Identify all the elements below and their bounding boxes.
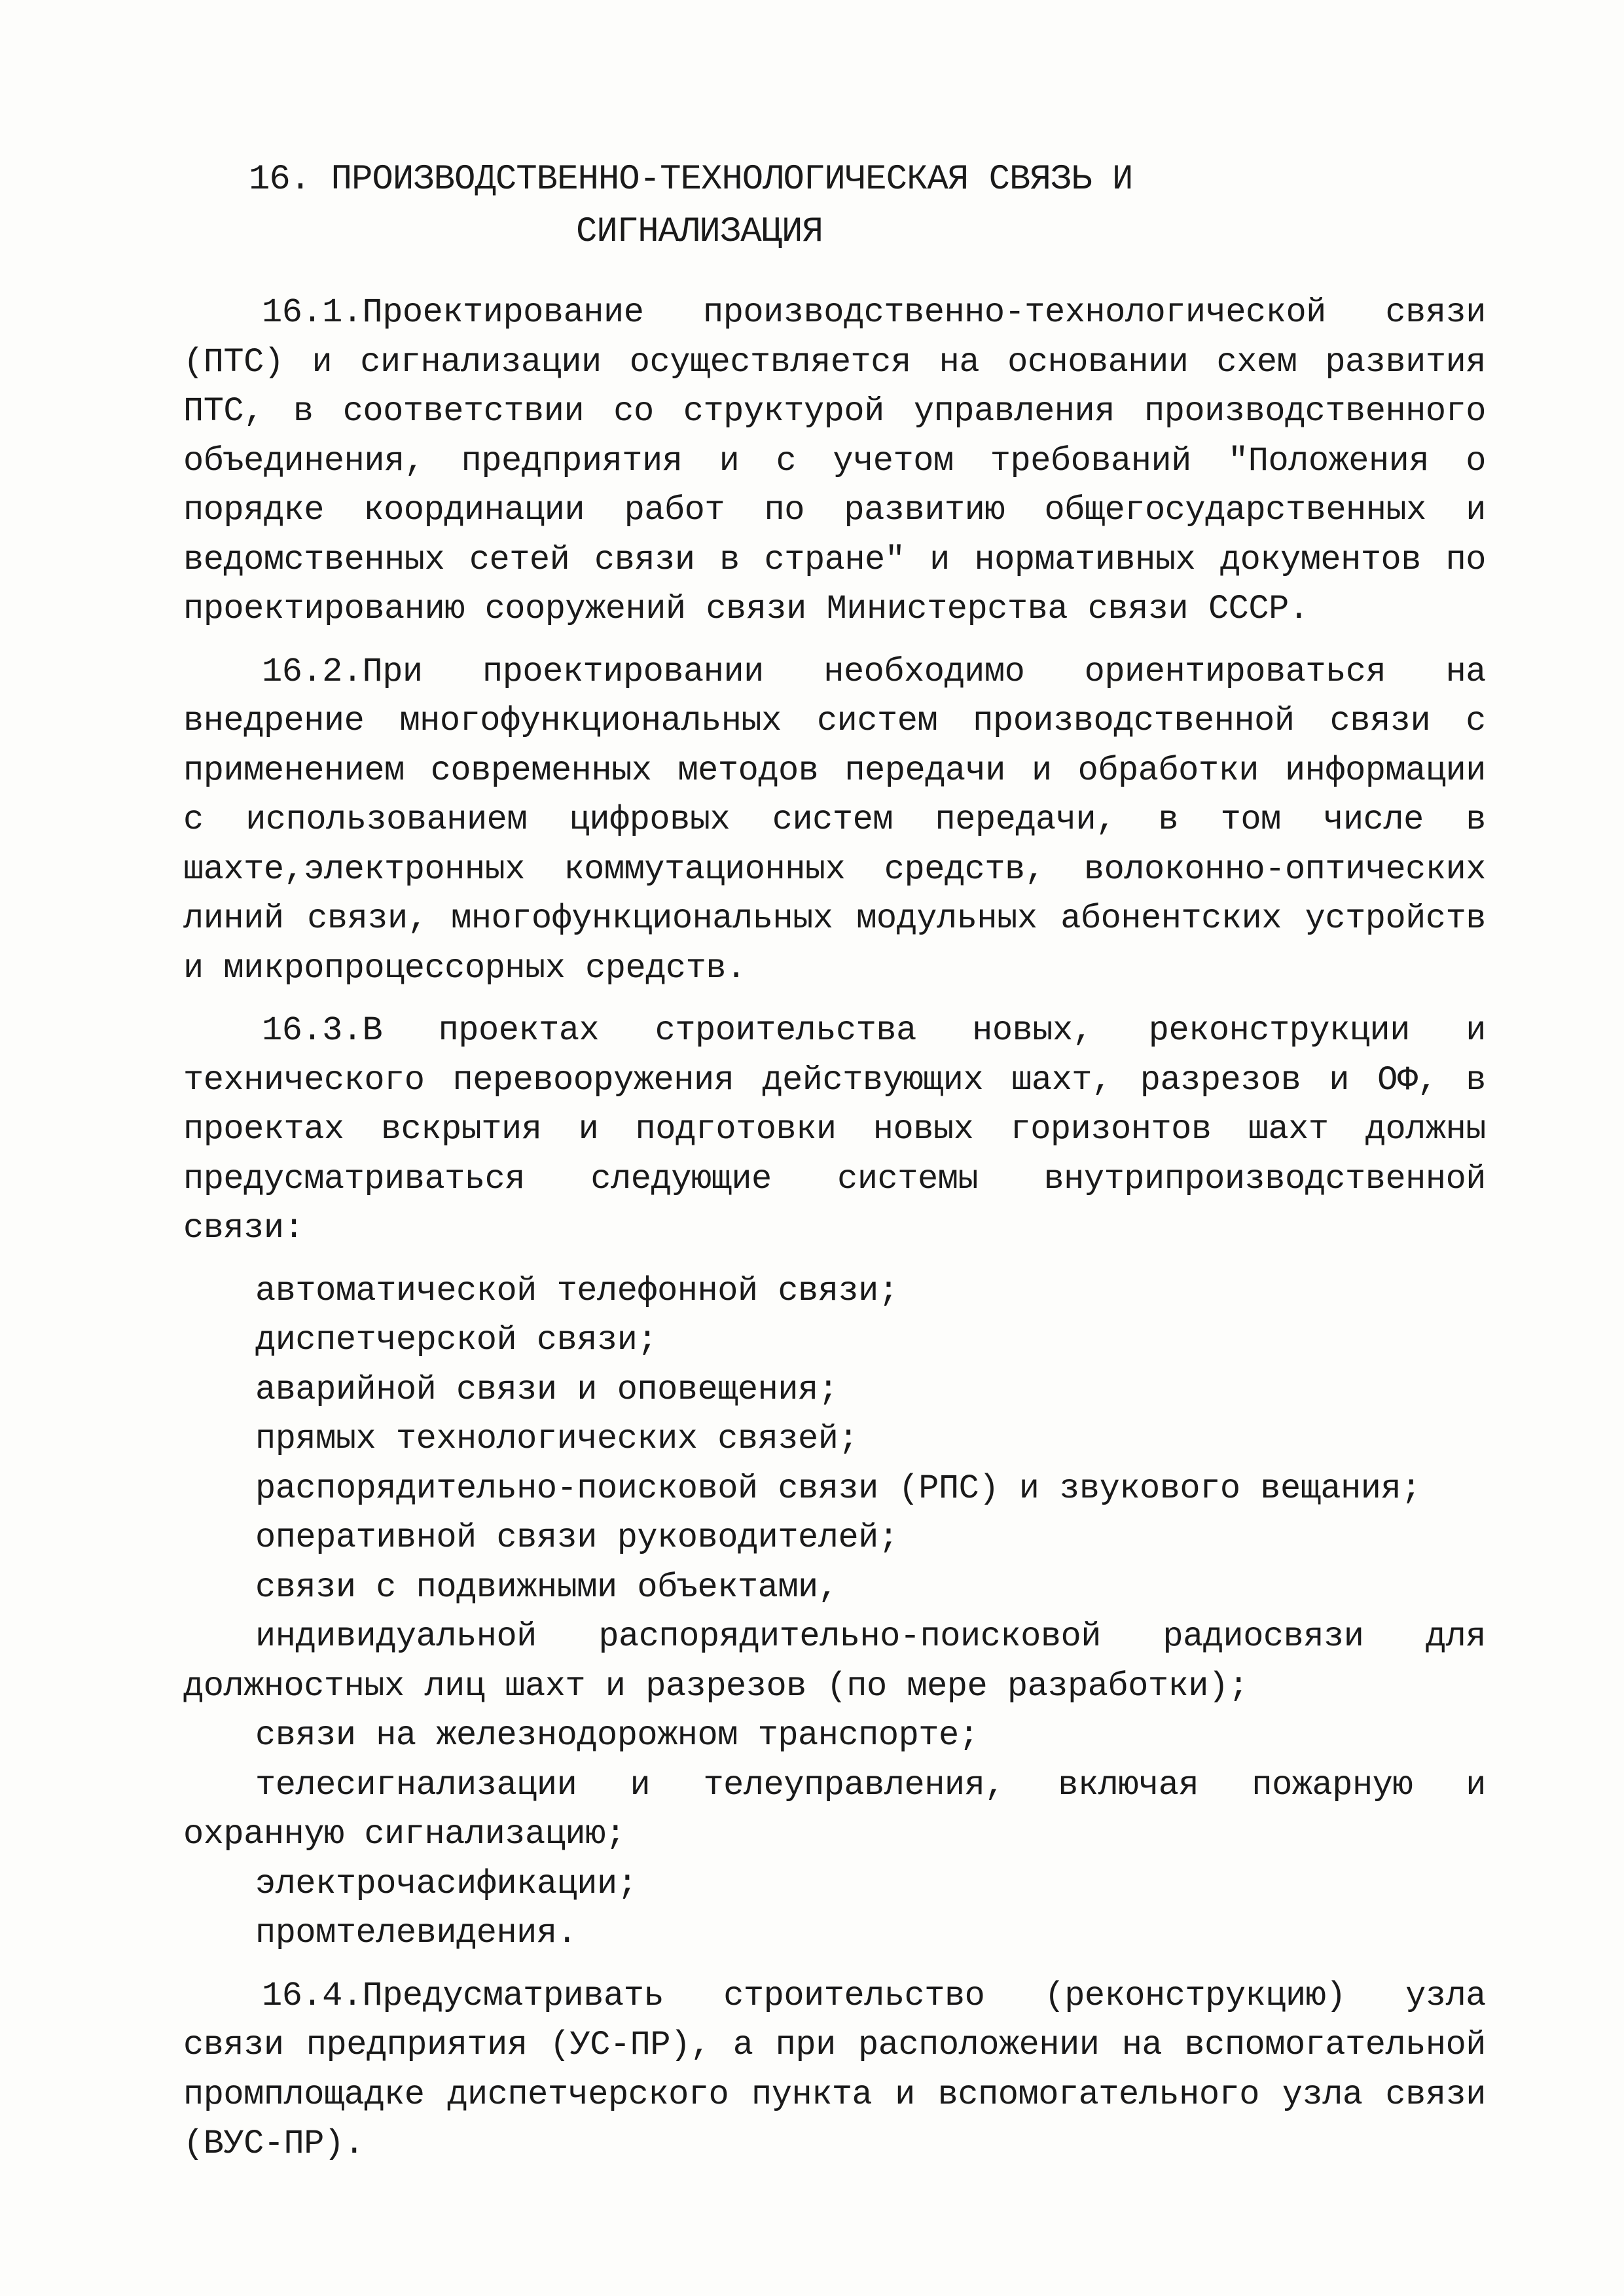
heading-line-1: 16. ПРОИЗВОДСТВЕННО-ТЕХНОЛОГИЧЕСКАЯ СВЯЗЬ И xyxy=(249,160,1133,200)
list-item: прямых технологических связей; xyxy=(255,1420,859,1458)
paragraph-16-1: 16.1.Проектирование производственно-технологической связи (ПТС) и сигнализации осуществляется на основании схем развития ПТС, в соответствии со структурой управления производственного объединения, предприятия и с учетом требований "Положения о порядке координации работ по развитию общегосударственных и ведомственных сетей связи в стране" и нормативных документов по проектированию сооружений связи Министерства связи СССР. xyxy=(183,293,1486,628)
list-item: диспетчерской связи; xyxy=(255,1321,658,1359)
list-item: промтелевидения. xyxy=(255,1914,577,1952)
list-item: связи с подвижными объектами, xyxy=(255,1568,839,1607)
list-item: телесигнализации и телеуправления, включая пожарную и охранную сигнализацию; xyxy=(183,1765,1486,1854)
section-heading xyxy=(249,154,1427,259)
heading-line-2: СИГНАЛИЗАЦИЯ xyxy=(576,212,823,252)
list-item: электрочасификации; xyxy=(255,1864,638,1903)
list-item: индивидуальной распорядительно-поисковой радиосвязи для должностных лиц шахт и разрезов (по мере разработки); xyxy=(183,1617,1486,1706)
list-item: оперативной связи руководителей; xyxy=(255,1518,899,1557)
paragraph-16-4: 16.4.Предусматривать строительство (реконструкцию) узла связи предприятия (УС-ПР), а при расположении на вспомогательной промплощадке диспетчерского пункта и вспомогательного узла связи (ВУС-ПР). xyxy=(183,1976,1486,2163)
document-body xyxy=(183,288,1486,2182)
list-item: распорядительно-поисковой связи (РПС) и звукового вещания; xyxy=(255,1469,1421,1508)
paragraph-16-2: 16.2.При проектировании необходимо ориентироваться на внедрение многофункциональных систем производственной связи с применением современных методов передачи и обработки информации с использованием цифровых систем передачи, в том числе в шахте,электронных коммутационных средств, волоконно-оптических линий связи, многофункциональных модульных абонентских устройств и микропроцессорных средств. xyxy=(183,652,1486,988)
list-item: связи на железнодорожном транспорте; xyxy=(255,1716,979,1755)
list-item: автоматической телефонной связи; xyxy=(255,1271,899,1310)
list-item: аварийной связи и оповещения; xyxy=(255,1370,839,1409)
communication-systems-list xyxy=(183,1266,1486,1958)
paragraph-16-3: 16.3.В проектах строительства новых, реконструкции и технического перевооружения действующих шахт, разрезов и ОФ, в проектах вскрытия и подготовки новых горизонтов шахт должны предусматриваться следующие системы внутрипроизводственной связи: xyxy=(183,1011,1486,1247)
